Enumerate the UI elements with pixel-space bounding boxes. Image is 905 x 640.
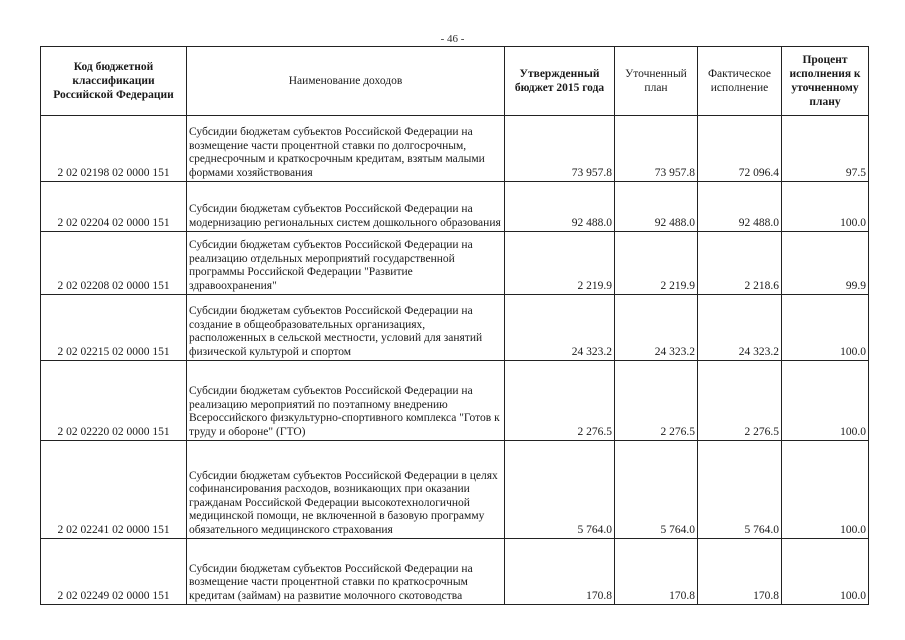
row-percent: 97.5 [782,116,869,182]
row-revised: 24 323.2 [615,295,698,361]
header-percent: Процент исполнения к уточненному плану [782,47,869,116]
row-approved: 2 219.9 [505,232,615,295]
row-name: Субсидии бюджетам субъектов Российской Федерации на возмещение части процентной ставки по краткосрочным кредитам (займам) на развитие молочного скотоводства [187,539,505,605]
header-name: Наименование доходов [187,47,505,116]
row-percent: 99.9 [782,232,869,295]
table-header-row [41,47,869,116]
row-revised: 170.8 [615,539,698,605]
table-row [41,441,869,539]
row-revised: 5 764.0 [615,441,698,539]
row-approved: 24 323.2 [505,295,615,361]
row-code: 2 02 02204 02 0000 151 [41,182,187,232]
row-code: 2 02 02241 02 0000 151 [41,441,187,539]
row-percent: 100.0 [782,295,869,361]
row-approved: 5 764.0 [505,441,615,539]
revenue-table [40,46,869,605]
header-revised: Уточненный план [615,47,698,116]
table-row [41,539,869,605]
row-revised: 73 957.8 [615,116,698,182]
row-name: Субсидии бюджетам субъектов Российской Федерации на реализацию мероприятий по поэтапному внедрению Всероссийского физкультурно-спортивного комплекса "Готов к труду и обороне" (ГТО) [187,361,505,441]
row-revised: 2 219.9 [615,232,698,295]
row-code: 2 02 02249 02 0000 151 [41,539,187,605]
row-code: 2 02 02215 02 0000 151 [41,295,187,361]
row-code: 2 02 02198 02 0000 151 [41,116,187,182]
row-revised: 2 276.5 [615,361,698,441]
header-approved: Утвержденный бюджет 2015 года [505,47,615,116]
table-row [41,361,869,441]
row-actual: 2 218.6 [698,232,782,295]
row-approved: 92 488.0 [505,182,615,232]
row-percent: 100.0 [782,182,869,232]
row-approved: 2 276.5 [505,361,615,441]
row-actual: 24 323.2 [698,295,782,361]
page-number: - 46 - [440,33,465,45]
row-actual: 5 764.0 [698,441,782,539]
table-row [41,182,869,232]
row-name: Субсидии бюджетам субъектов Российской Федерации на возмещение части процентной ставки по долгосрочным, среднесрочным и краткосрочным кредитам, взятым малыми формами хозяйствования [187,116,505,182]
header-code: Код бюджетной классификации Российской Федерации [41,47,187,116]
row-approved: 170.8 [505,539,615,605]
table-row [41,295,869,361]
row-name: Субсидии бюджетам субъектов Российской Федерации на модернизацию региональных систем дошкольного образования [187,182,505,232]
row-percent: 100.0 [782,441,869,539]
row-actual: 170.8 [698,539,782,605]
row-actual: 2 276.5 [698,361,782,441]
row-code: 2 02 02208 02 0000 151 [41,232,187,295]
row-name: Субсидии бюджетам субъектов Российской Федерации на создание в общеобразовательных организациях, расположенных в сельской местности, условий для занятий физической культурой и спортом [187,295,505,361]
table-row [41,116,869,182]
header-actual: Фактическое исполнение [698,47,782,116]
row-percent: 100.0 [782,539,869,605]
row-code: 2 02 02220 02 0000 151 [41,361,187,441]
row-revised: 92 488.0 [615,182,698,232]
row-actual: 92 488.0 [698,182,782,232]
table-row [41,232,869,295]
row-name: Субсидии бюджетам субъектов Российской Федерации на реализацию отдельных мероприятий государственной программы Российской Федерации "Развитие здравоохранения" [187,232,505,295]
row-name: Субсидии бюджетам субъектов Российской Федерации в целях софинансирования расходов, возникающих при оказании гражданам Российской Федерации высокотехнологичной медицинской помощи, не включенной в базовую программу обязательного медицинского страхования [187,441,505,539]
row-approved: 73 957.8 [505,116,615,182]
row-percent: 100.0 [782,361,869,441]
row-actual: 72 096.4 [698,116,782,182]
